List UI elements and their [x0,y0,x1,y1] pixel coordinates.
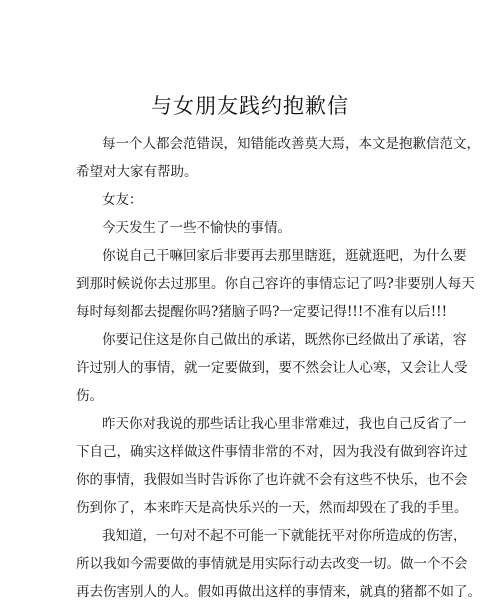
paragraph-line: 伤到你了，本来昨天是高快乐兴的一天，然而却毁在了我的手里。 [76,500,468,516]
paragraph-line: 每时每刻都去提醒你吗?猪脑子吗?一定要记得!!!不准有以后!!! [76,304,448,320]
paragraph-line: 女友： [102,192,143,208]
paragraph-line: 到那时候说你去过那里。你自己容许的事情忘记了吗?非要别人每天 [76,276,475,292]
paragraph-line: 再去伤害别人的人。假如再做出这样的事情来，就真的猪都不如了。 [76,584,481,600]
paragraph [76,410,468,522]
paragraph-line: 昨天你对我说的那些话让我心里非常难过，我也自己反省了一 [102,416,467,432]
paragraph-line: 许过别人的事情，就一定要做到，要不然会让人心寒，又会让人受 [76,360,468,376]
paragraph [76,242,475,326]
paragraph [76,522,481,606]
paragraph-line: 我知道，一句对不起不可能一下就能抚平对你所造成的伤害， [102,528,467,544]
paragraph-line: 伤。 [76,388,103,404]
paragraph-line: 今天发生了一些不愉快的事情。 [102,220,291,236]
paragraph-line: 你说自己干嘛回家后非要再去那里瞎逛，逛就逛吧，为什么要 [102,248,467,264]
paragraph-line: 希望对大家有帮助。 [76,164,198,180]
paragraph [76,186,432,214]
document-body [76,130,481,606]
document-title: 与女朋友践约抱歉信 [151,94,349,118]
paragraph-line: 所以我如今需要做的事情就是用实际行动去改变一切。做一个不会 [76,556,468,572]
paragraph-line: 下自己，确实这样做这件事情非常的不对，因为我没有做到容许过 [76,444,468,460]
paragraph [76,214,432,242]
paragraph-line: 每一个人都会范错误，知错能改善莫大焉，本文是抱歉信范文， [102,136,480,152]
paragraph-line: 你要记住这是你自己做出的承诺，既然你已经做出了承诺，容 [102,332,467,348]
paragraph [76,130,480,186]
paragraph [76,326,468,410]
paragraph-line: 你的事情，我假如当时告诉你了也许就不会有这些不快乐，也不会 [76,472,468,488]
